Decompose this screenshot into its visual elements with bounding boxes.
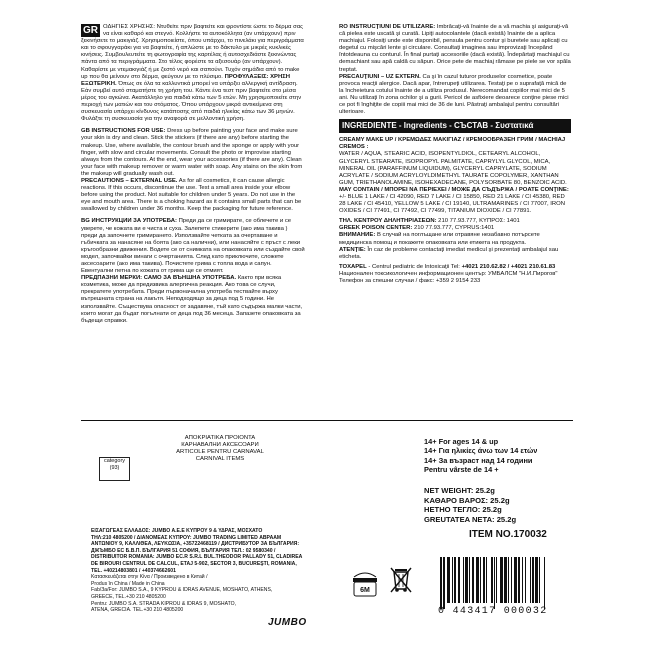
category-box [99,457,130,481]
product-type-greek: ΑΠΟΚΡΙΑΤΙΚΑ ΠΡΟΪΟΝΤΑ [184,435,256,441]
importer-line: ДЖЪМБО ЕС Б.В.П. БЪЛГАРИЯ 51 СОФИЯ, БЪЛГАРИЯ ТЕЛ.: 02 9580340 / [91,547,276,554]
bulgarian-emergency-phone: Телефон за спешни случаи / факс: +359 2 9154 233 [339,278,481,284]
toxapel-text: - Centrul pediatric de Intoxicaţii Tel: [368,263,460,270]
barcode-bar [535,557,537,603]
barcode-bar [522,557,523,603]
barcode-bar [483,557,485,603]
barcode-bar [447,557,450,603]
left-instructions-column [81,24,305,394]
ean-barcode [440,557,580,605]
barcode-bar [508,557,509,603]
age-english: 14+ For ages 14 & up [424,437,499,446]
ingredients-header-bar: INGREDIENTE - Ingredients - СЪСТАВ - Συστατικά [339,119,571,133]
jumbo-logo: JUMBO [268,617,307,628]
item-number: ITEM NO.170032 [469,529,547,540]
poison-center-greek [339,218,571,225]
toxapel-line [339,264,571,271]
barcode-bar [496,557,497,603]
greek-precautions-text: Όπως σε όλα τα καλλυντικά μπορεί να υπάρξει αλλεργική αντίδραση. Εάν συμβεί αυτό σταματήστε τη χρήση του. Κάντε ένα τεστ πριν βαφτείτε στο μέσα μέρος του αγκώνα. Ακατάλληλο για παιδιά κάτω των 5 ετών. Μη χρησιμοποιείτε στην περιοχή των ματιών και του στόματος. Όπου υπάρχουν μικρά αντικείμενα στη συσκευασία υπάρχει κίνδυνος κατάποσης από παιδιά ηλικίας κάτω των 36 μηνών. Φυλάξτε τη συσκευασία για την αναφορά σε μελλοντική χρήση. [81,80,302,123]
net-weight [424,486,584,528]
barcode-bar [476,557,479,603]
barcode-bar [500,557,503,603]
barcode-bar [544,557,545,609]
product-type-lines [130,435,310,485]
importer-line: Fab/Зa/For: JUMBO S.A., 9 KYPROU & IDRAS AVENUE, MOSHATO, ATHENS, [91,587,273,594]
barcode-bar [530,557,531,603]
age-bulgarian: 14+ За възраст над 14 години [424,455,533,465]
category-label: category [103,458,126,464]
bulgarian-precautions [81,275,305,325]
net-weight-english: NET WEIGHT: 25.2g [424,486,495,495]
romanian-instructions [339,24,571,74]
age-romanian: Pentru vârste de 14 + [424,465,499,475]
romanian-precautions [339,74,571,117]
age-warnings [424,437,584,479]
crossed-bin-icon [389,565,413,595]
importer-line: Produs în China / Made in China [91,580,165,587]
romanian-instructions-text: Îmbrăcaţi-vă înainte de a vă machia şi asiguraţi-vă că pielea este uscată şi curată. Lipiţi autocolantele (dacă există) înainte de a aplica machiajul. Folosiţi unde este disponibil, pensula pentru contur şi buretele sau aplicaţi cu degetul cu mişcări lente şi circulare. Consultaţi imaginea sau improvizaţi începând întotdeauna cu conturul. În final purtaţi accesoriile (dacă există). Îndepărtaţi machiajul cu demachiant sau apă caldă cu săpun. Orice pete de machiaj rămase pe piele se vor spăla treptat. [339,24,571,73]
barcode-bar [494,557,495,609]
right-info-column [339,24,571,359]
greek-instructions [81,24,305,123]
importer-line: GREECE, TEL.+30 210 4805200 [91,593,166,600]
romanian-warning-text: În caz de probleme contactaţi imediat medicul şi prezentaţi ambalajul sau eticheta. [339,246,559,260]
bulgarian-toxicology-center: Национален токсикологичен информационен център: УМБАЛСМ "Н.И.Пирогов" [339,270,558,277]
barcode-bar [452,557,453,603]
barcode-bar [491,557,493,603]
toxapel-numbers: +4021 210.62.82 / +4021 210.61.83 [461,263,556,270]
greek-instructions-text: ΟΔΗΓΙΕΣ ΧΡΗΣΗΣ: Ντυθείτε πριν βαφτείτε και φροντίστε ώστε το δέρμα σας να είναι καθαρό και στεγνό. Κολλήστε τα αυτοκόλλητα (αν υπάρχουν) πριν ξεκινήσετε το μακιγιάζ. Χρησιμοποιείστε, όπου υπάρχει, το πινελάκι για περιγράμματα και το σφουγγαράκι για να βαφτείτε, ή απλώστε με το δάκτυλο με μικρές κυκλικές κινήσεις. Συμβουλευτείτε τη φωτογραφία της καρτέλας ή αυτοσχεδιάστε ξεκινώντας πάντα από τα περιγράμματα. Στο τέλος φορέστε τα αξεσουάρ (αν υπάρχουν). Καθαρίστε με ντεμακιγιάζ ή με ζεστό νερό και σαπούνι. Τυχόν σημάδια από το make up που θα μείνουν στο δέρμα, φεύγουν με το πλύσιμο. [81,24,304,80]
barcode-bar [518,557,520,603]
barcode-bar [440,557,442,609]
age-greek: 14+ Για ηλικίες άνω των 14 ετών [424,446,538,456]
romanian-precautions-text: Ca şi în cazul tuturor produselor cosmetice, poate provoca reacţii alergice. Dacă apar, întrerupeţi utilizarea. Testaţi pe o suprafaţă mică de la încheietura cotului înainte de a utiliza produsul. Nerecomandat copiilor mai mici de 5 ani. Nu utilizaţi în zona ochilor şi a gurii. Pericol de asfixiere deoarece conţine piese mici ce pot fi înghiţite de copiii mai mici de 36 de luni. Păstraţi ambalajul pentru consultări ulterioare. [339,73,569,116]
barcode-digits: 0 443417 000032 [438,606,548,617]
barcode-bar [458,557,459,603]
poison-center-greek-label: ΤΗΛ. ΚΕΝΤΡΟΥ ΔΗΛΗΤΗΡΙΑΣΕΩΝ: [339,218,437,225]
romanian-warning [339,247,571,261]
importer-line: TEL. +40214803801 / +40374662601 [91,567,176,574]
barcode-bar [525,557,526,603]
importer-line: Κατασκευάζεται στην Κίνα / Произведено в Китай / [91,574,208,581]
english-instructions-text: Dress up before painting your face and make sure your skin is dry and clean. Stick the stickers (if there are any) before starting the makeup. Use, where available, the contour brush and the sponge or apply with your finger, with slow and circular movements. Consult the photo or improvise starting always from the contours. At the end, wear your accessories (if there are any). Clean your face with makeup remover or warm water with soap. Any stains on the skin from the makeup will gradually wash out. [81,128,303,177]
importer-line: DE BIROURI CENTRUL DE CALCUL, ETAJ 5-902, SECTOR 3, BUCUREŞTI, ROMANIA, [91,560,297,567]
bulgarian-warning-label: ВНИМАНИЕ: [339,232,376,239]
bulgarian-warning [339,232,571,246]
product-type-bulgarian: КАРНАВАЛНИ АКСЕСОАРИ [181,442,259,449]
bulgarian-warning-text: В случай на поглъщане или отравяне незабавно потърсете медицинска помощ и покажете опаковката или етикета на продукта. [339,232,540,246]
barcode-bar [539,557,540,603]
ingredients-heading: CREAMY MAKE UP / ΚΡΕΜΩΔΕΣ ΜΑΚΙΓΙΑΖ / КРЕМООБРАЗЕН ГРИМ / MACHIAJ CREMOS : [339,137,566,151]
importer-line: Pentru: JUMBO S.A. STRADA KIPROU & IDRAS 9, MOSHATO, [91,600,237,607]
section-divider [81,420,573,421]
bulgarian-instructions [81,218,305,275]
importer-line: ΤΗΛ:210 4805200 / ΔΙΑΝΟΜΕΑΣ ΚΥΠΡΟΥ: JUMBO TRADING LIMITED ΑΒΡΑΑΜ [91,534,282,541]
barcode-bar [511,557,512,603]
english-instructions [81,128,305,178]
importer-line: ATENA, GRECIA. TEL.+30 210 4805200 [91,607,184,614]
product-type-romanian: ARTICOLE PENTRU CARNAVAL [176,449,264,456]
importer-line: ΕΙΣΑΓΩΓΕΑΣ ΕΛΛΑΔΟΣ: JUMBO A.E.Ε ΚΥΠΡΟΥ 9 & ΥΔΡΑΣ, ΜΟΣΧΑΤΟ [91,528,263,534]
barcode-bar [486,557,487,603]
barcode-bar [480,557,481,603]
barcode-bar [454,557,456,603]
english-precautions-title: PRECAUTIONS – EXTERNAL USE. [81,177,178,184]
english-precautions [81,178,305,213]
may-contain-heading: MAY CONTAIN / ΜΠΟΡΕΙ ΝΑ ΠΕΡΙΕΧΕΙ / МОЖЕ ДА СЪДЪРЖА / POATE CONŢINE: [339,186,569,193]
net-weight-greek: ΚΑΘΑΡΟ ΒΑΡΟΣ: 25.2g [424,495,510,505]
gr-language-code: GR [83,25,98,36]
bulgarian-precautions-text: Както при всяка козметика, може да предизвика алергична реакция. Ако това се случи, прекратете употребата. Преди първоначална употреба тествайте върху вътрешната страна на лакътя. Неподходящо за деца под 5 години. Не използвайте. Съществува опасност от задавяне, тъй като съдържа малки части, които могат да бъдат погълнати от деца под 36 месеца. Запазете опаковката за бъдещи справки. [81,275,303,324]
barcode-bar [465,557,467,603]
ingredients-list: WATER / AQUA, STEARIC ACID, ISOPENTYLDIOL, CETEARYL ALCOHOL, GLYCERYL STEARATE, ISOPROPYL PALMITATE, CAPRYLYL GLYCOL, MICA, MINERAL OIL (PARAFFINUM LIQUIDUM), GLYCERYL CAPRYLATE, SODIUM ACRYLATE / SODIUM ACRYLOYLDIMETHYL TAURATE COPOLYMER, XANTHAN GUM, TRIETHANOLAMINE, ISOHEXADECANE, POLYSORBATE 80, BENZOIC ACID. [339,151,567,186]
bulgarian-instructions-text: Преди да се гримирате, се облечете и се уверете, че кожата ви е чиста и суха. Залепете стикерите (ако има такива ) преди да започнете гримирането. Използвайте четката за очертаване и гъбичката за нанасяне на боята (ако са налични), или нанасяйте с пръст с леки кръгообразни движения. Водете се от снимката на опаковката или създайте свой модел, започвайки винаги с очертанията. След като приключите, сложете аксесоарите (ако има такива). Почистете грима с топла вода и сапун. Евентуални петна по кожата от грима ще се отмият. [81,218,305,275]
net-weight-bulgarian: НЕТНО ТЕГЛО: 25.2g [424,505,502,515]
barcode-bar [472,557,474,603]
importer-line: DISTRIBUITOR ROMANIA: JUMBO EC.R S.R.L BUL.THEODOR PALLADY 51, CLADIREA [91,554,303,561]
english-precautions-text: As for all cosmetics, it can cause allergic reactions. If this occurs, discontinue the use. Test a small area inside your elbow before using the product. Not suitable for children under 5 years. Do not use in the eye and mouth area. There is a choking hazard as it contains small parts that can be swallowed by children under 36 months. Keep the packaging for future reference. [81,177,302,213]
pao-label: 6M [360,587,370,594]
product-type-english: CARNIVAL ITEMS [195,456,245,463]
colorants-list: +/- BLUE 1 LAKE / CI 42090, RED 7 LAKE / CI 15850, RED 21 LAKE / CI 45380, RED 28 LAKE / CI 45410, YELLOW 5 LAKE / CI 19140, ULTRAMARINES / CI 77007, IRON OXIDES / CI 77491, CI 77492, CI 77499, TITANIUM DIOXIDE / CI 77891. [339,193,566,215]
romanian-warning-label: ATENŢIE: [339,246,366,253]
importer-line: ΑΝΤΩΝΙΟΥ 9, ΚΑΛΛΙΘΕΑ, ΛΕΥΚΩΣΙΑ, +35722468119 / ДИСТРИБУТОР ЗА БЪЛГАРИЯ: [91,541,300,548]
barcode-bar [463,557,464,603]
barcode-bar [443,557,444,609]
category-number: (93) [109,465,120,471]
greek-precautions-title: ΠΡΟΦΥΛΑΞΕΙΣ: ΧΡΗΣΗ ΕΞΩΤΕΡΙΚΗ. [81,73,290,87]
romanian-precautions-title: PRECAUŢIUNI – UZ EXTERN. [339,73,421,80]
barcode-bar [532,557,534,603]
bulgarian-precautions-title: ПРЕДПАЗНИ МЕРКИ: САМО ЗА ВЪНШНА УПОТРЕБА. [81,275,237,282]
poison-center-english-label: GREEK POISON CENTER: [339,225,413,232]
romanian-instructions-title: RO INSTRUCŢIUNI DE UTILIZARE: [339,24,436,30]
net-weight-romanian: GREUTATEA NETA: 25.2g [424,514,517,524]
bulgarian-instructions-title: BG ИНСТРУКЦИИ ЗА УПОТРЕБА: [81,218,177,225]
barcode-bar [514,557,517,603]
importer-lines [91,528,313,614]
barcode-bar [504,557,506,603]
poison-center-greek-number: 210 77.93.777, ΚΥΠΡΟΣ: 1401 [438,218,520,225]
toxapel-label: TOXAPEL [339,263,367,270]
poison-center-english-number: 210 77.93.777, CYPRUS:1401 [413,225,495,232]
barcode-bar [469,557,470,603]
english-instructions-title: GB INSTRUCTIONS FOR USE: [81,128,166,135]
